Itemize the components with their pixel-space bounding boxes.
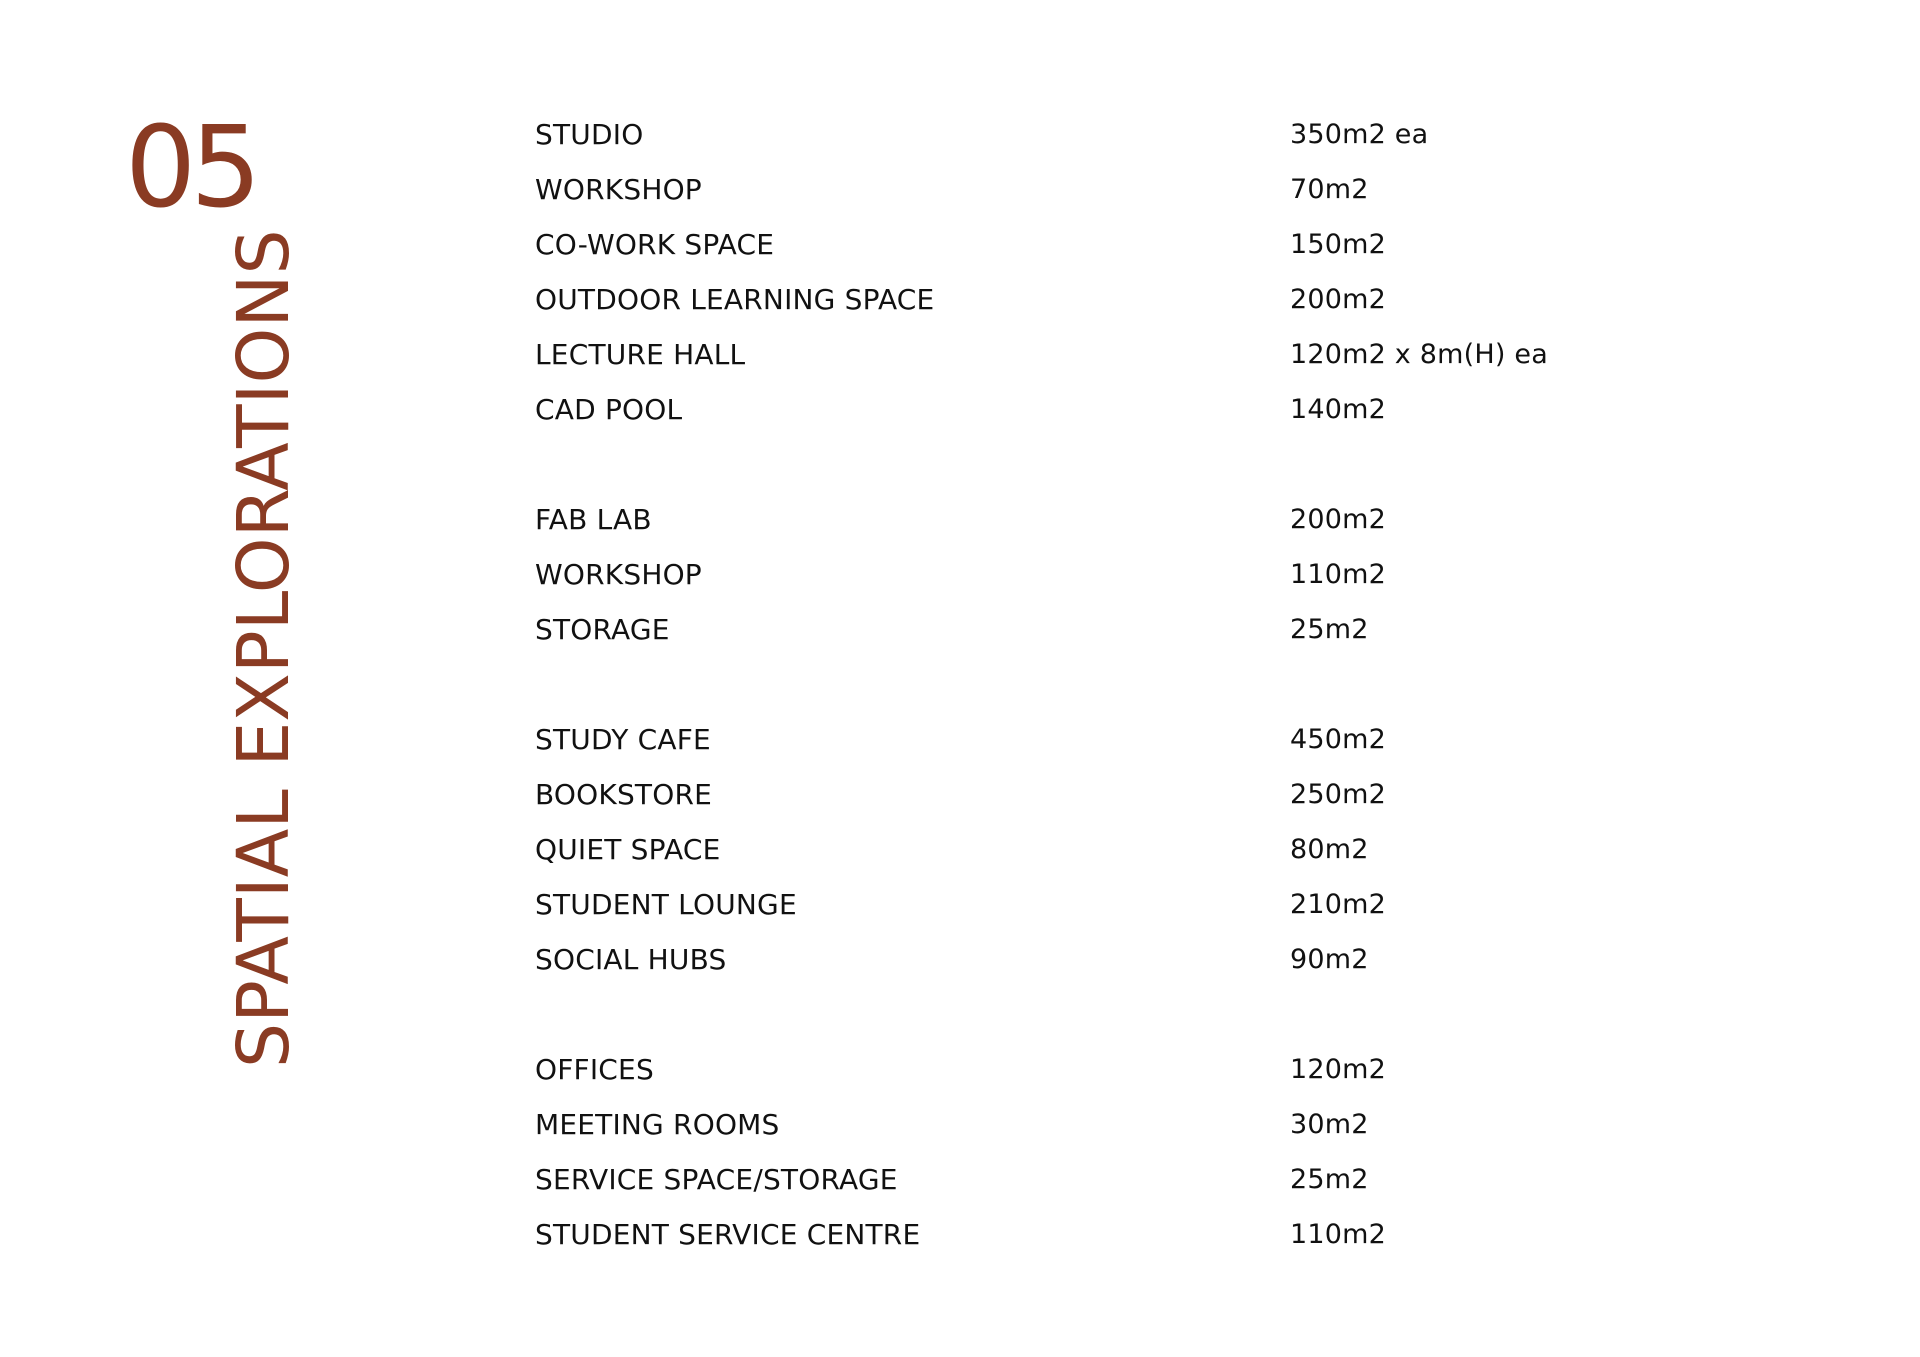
- table-row: [535, 877, 1635, 932]
- space-name: BOOKSTORE: [535, 778, 713, 811]
- space-area: 250m2: [1290, 779, 1387, 810]
- section-number: 05: [125, 103, 256, 233]
- space-name: CO-WORK SPACE: [535, 228, 775, 261]
- space-area: 200m2: [1290, 504, 1387, 535]
- space-area: 210m2: [1290, 889, 1387, 920]
- space-group: [535, 1042, 1635, 1262]
- table-row: [535, 382, 1635, 437]
- space-name: MEETING ROOMS: [535, 1108, 780, 1141]
- space-name: SOCIAL HUBS: [535, 943, 727, 976]
- table-row: [535, 107, 1635, 162]
- space-area: 110m2: [1290, 559, 1387, 590]
- space-name: QUIET SPACE: [535, 833, 721, 866]
- table-row: [535, 272, 1635, 327]
- space-area: 110m2: [1290, 1219, 1387, 1250]
- space-name: WORKSHOP: [535, 558, 702, 591]
- space-group: [535, 712, 1635, 987]
- table-row: [535, 1207, 1635, 1262]
- table-row: [535, 547, 1635, 602]
- space-name: STUDIO: [535, 118, 644, 151]
- space-name: STUDY CAFE: [535, 723, 711, 756]
- table-row: [535, 602, 1635, 657]
- table-row: [535, 712, 1635, 767]
- space-area: 25m2: [1290, 1164, 1369, 1195]
- table-row: [535, 162, 1635, 217]
- space-area: 120m2 x 8m(H) ea: [1290, 339, 1548, 370]
- space-group: [535, 107, 1635, 437]
- table-row: [535, 217, 1635, 272]
- table-row: [535, 1097, 1635, 1152]
- space-name: FAB LAB: [535, 503, 652, 536]
- space-area: 80m2: [1290, 834, 1369, 865]
- space-group: [535, 492, 1635, 657]
- space-program-table: [535, 107, 1635, 1262]
- space-area: 200m2: [1290, 284, 1387, 315]
- space-area: 450m2: [1290, 724, 1387, 755]
- space-area: 70m2: [1290, 174, 1369, 205]
- space-area: 140m2: [1290, 394, 1387, 425]
- space-name: CAD POOL: [535, 393, 683, 426]
- table-row: [535, 822, 1635, 877]
- table-row: [535, 1152, 1635, 1207]
- space-name: STUDENT LOUNGE: [535, 888, 797, 921]
- table-row: [535, 327, 1635, 382]
- space-name: OFFICES: [535, 1053, 654, 1086]
- table-row: [535, 767, 1635, 822]
- space-area: 150m2: [1290, 229, 1387, 260]
- space-area: 120m2: [1290, 1054, 1387, 1085]
- space-area: 90m2: [1290, 944, 1369, 975]
- space-name: STUDENT SERVICE CENTRE: [535, 1218, 921, 1251]
- space-name: OUTDOOR LEARNING SPACE: [535, 283, 935, 316]
- space-name: WORKSHOP: [535, 173, 702, 206]
- table-row: [535, 492, 1635, 547]
- space-name: SERVICE SPACE/STORAGE: [535, 1163, 898, 1196]
- table-row: [535, 1042, 1635, 1097]
- space-area: 350m2 ea: [1290, 119, 1429, 150]
- section-title: SPATIAL EXPLORATIONS: [222, 229, 305, 1068]
- table-row: [535, 932, 1635, 987]
- space-area: 30m2: [1290, 1109, 1369, 1140]
- space-area: 25m2: [1290, 614, 1369, 645]
- space-name: STORAGE: [535, 613, 670, 646]
- space-name: LECTURE HALL: [535, 338, 746, 371]
